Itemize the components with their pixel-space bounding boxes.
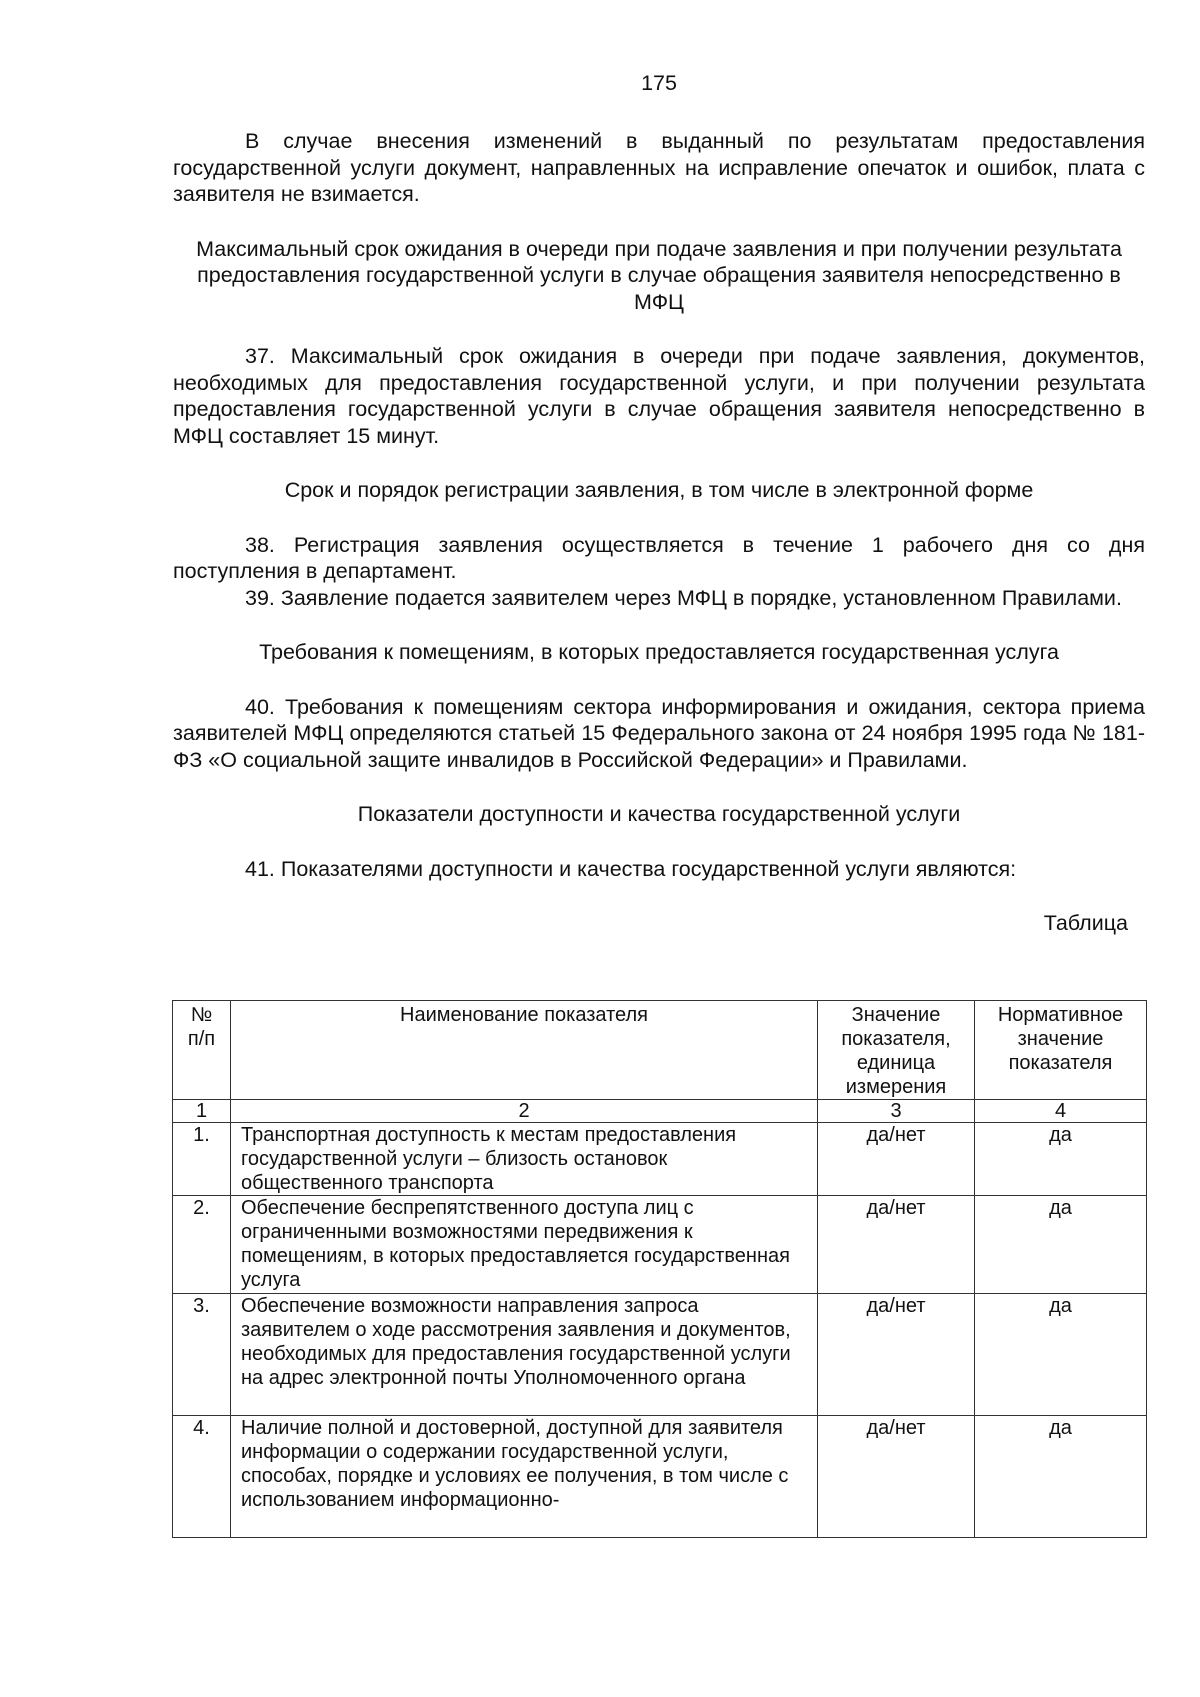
col-number-1: 1 xyxy=(173,1100,231,1123)
row-norm: да xyxy=(975,1294,1147,1416)
heading-rooms: Требования к помещениям, в которых предоставляется государственная услуга xyxy=(259,640,1059,664)
row-norm: да xyxy=(975,1416,1147,1538)
heading-wait-time: Максимальный срок ожидания в очереди при подаче заявления и при получении результата предоставления государственной услуги в случае обращения заявителя непосредственно в МФЦ xyxy=(196,236,1122,314)
row-norm: да xyxy=(975,1123,1147,1196)
table-column-numbers-row xyxy=(173,1100,1147,1123)
heading-quality: Показатели доступности и качества государственной услуги xyxy=(357,802,961,826)
table-row xyxy=(173,1196,1147,1294)
row-value: да/нет xyxy=(818,1196,975,1294)
table-header-row xyxy=(173,1001,1147,1100)
row-norm: да xyxy=(975,1196,1147,1294)
table-row xyxy=(173,1123,1147,1196)
header-value: Значение показателя, единица измерения xyxy=(818,1001,975,1100)
row-number: 4. xyxy=(173,1416,231,1538)
document-body xyxy=(173,128,1145,937)
paragraph-40: 40. Требования к помещениям сектора информирования и ожидания, сектора приема заявителей МФЦ определяются статьей 15 Федерального закона от 24 ноября 1995 года № 181-ФЗ «О социальной защите инвалидов в Российской Федерации» и Правилами. xyxy=(173,694,1145,772)
row-value: да/нет xyxy=(818,1416,975,1538)
row-indicator-name: Транспортная доступность к местам предоставления государственной услуги – близость остановок общественного транспорта xyxy=(231,1123,818,1196)
header-indicator-name: Наименование показателя xyxy=(231,1001,818,1100)
col-number-3: 3 xyxy=(818,1100,975,1123)
header-number: № п/п xyxy=(173,1001,231,1100)
row-number: 1. xyxy=(173,1123,231,1196)
table-row xyxy=(173,1416,1147,1538)
row-indicator-name: Обеспечение возможности направления запроса заявителем о ходе рассмотрения заявления и документов, необходимых для предоставления государственной услуги на адрес электронной почты Уполномоченного органа xyxy=(231,1294,818,1416)
row-number: 2. xyxy=(173,1196,231,1294)
page-number: 175 xyxy=(641,71,677,95)
row-indicator-name: Наличие полной и достоверной, доступной для заявителя информации о содержании государственной услуги, способах, порядке и условиях ее получения, в том числе с использованием информационно- xyxy=(231,1416,818,1538)
table-caption: Таблица xyxy=(1043,911,1128,935)
paragraph-37: 37. Максимальный срок ожидания в очереди при подаче заявления, документов, необходимых для предоставления государственной услуги, и при получении результата предоставления государственной услуги в случае обращения заявителя непосредственно в МФЦ составляет 15 минут. xyxy=(173,344,1145,448)
table-row xyxy=(173,1294,1147,1416)
row-value: да/нет xyxy=(818,1123,975,1196)
paragraph-39: 39. Заявление подается заявителем через МФЦ в порядке, установленном Правилами. xyxy=(245,585,1122,610)
col-number-4: 4 xyxy=(975,1100,1147,1123)
paragraph-fee: В случае внесения изменений в выданный по результатам предоставления государственной услуги документ, направленных на исправление опечаток и ошибок, плата с заявителя не взимается. xyxy=(173,129,1145,206)
row-indicator-name: Обеспечение беспрепятственного доступа лиц с ограниченными возможностями передвижения к помещениям, в которых предоставляется государственная услуга xyxy=(231,1196,818,1294)
col-number-2: 2 xyxy=(231,1100,818,1123)
indicators-table xyxy=(172,1000,1147,1538)
header-norm: Нормативное значение показателя xyxy=(975,1001,1147,1100)
row-value: да/нет xyxy=(818,1294,975,1416)
paragraph-41: 41. Показателями доступности и качества государственной услуги являются: xyxy=(245,856,1017,881)
row-number: 3. xyxy=(173,1294,231,1416)
heading-registration: Срок и порядок регистрации заявления, в том числе в электронной форме xyxy=(284,478,1034,502)
paragraph-38: 38. Регистрация заявления осуществляется в течение 1 рабочего дня со дня поступления в департамент. xyxy=(173,532,1145,583)
